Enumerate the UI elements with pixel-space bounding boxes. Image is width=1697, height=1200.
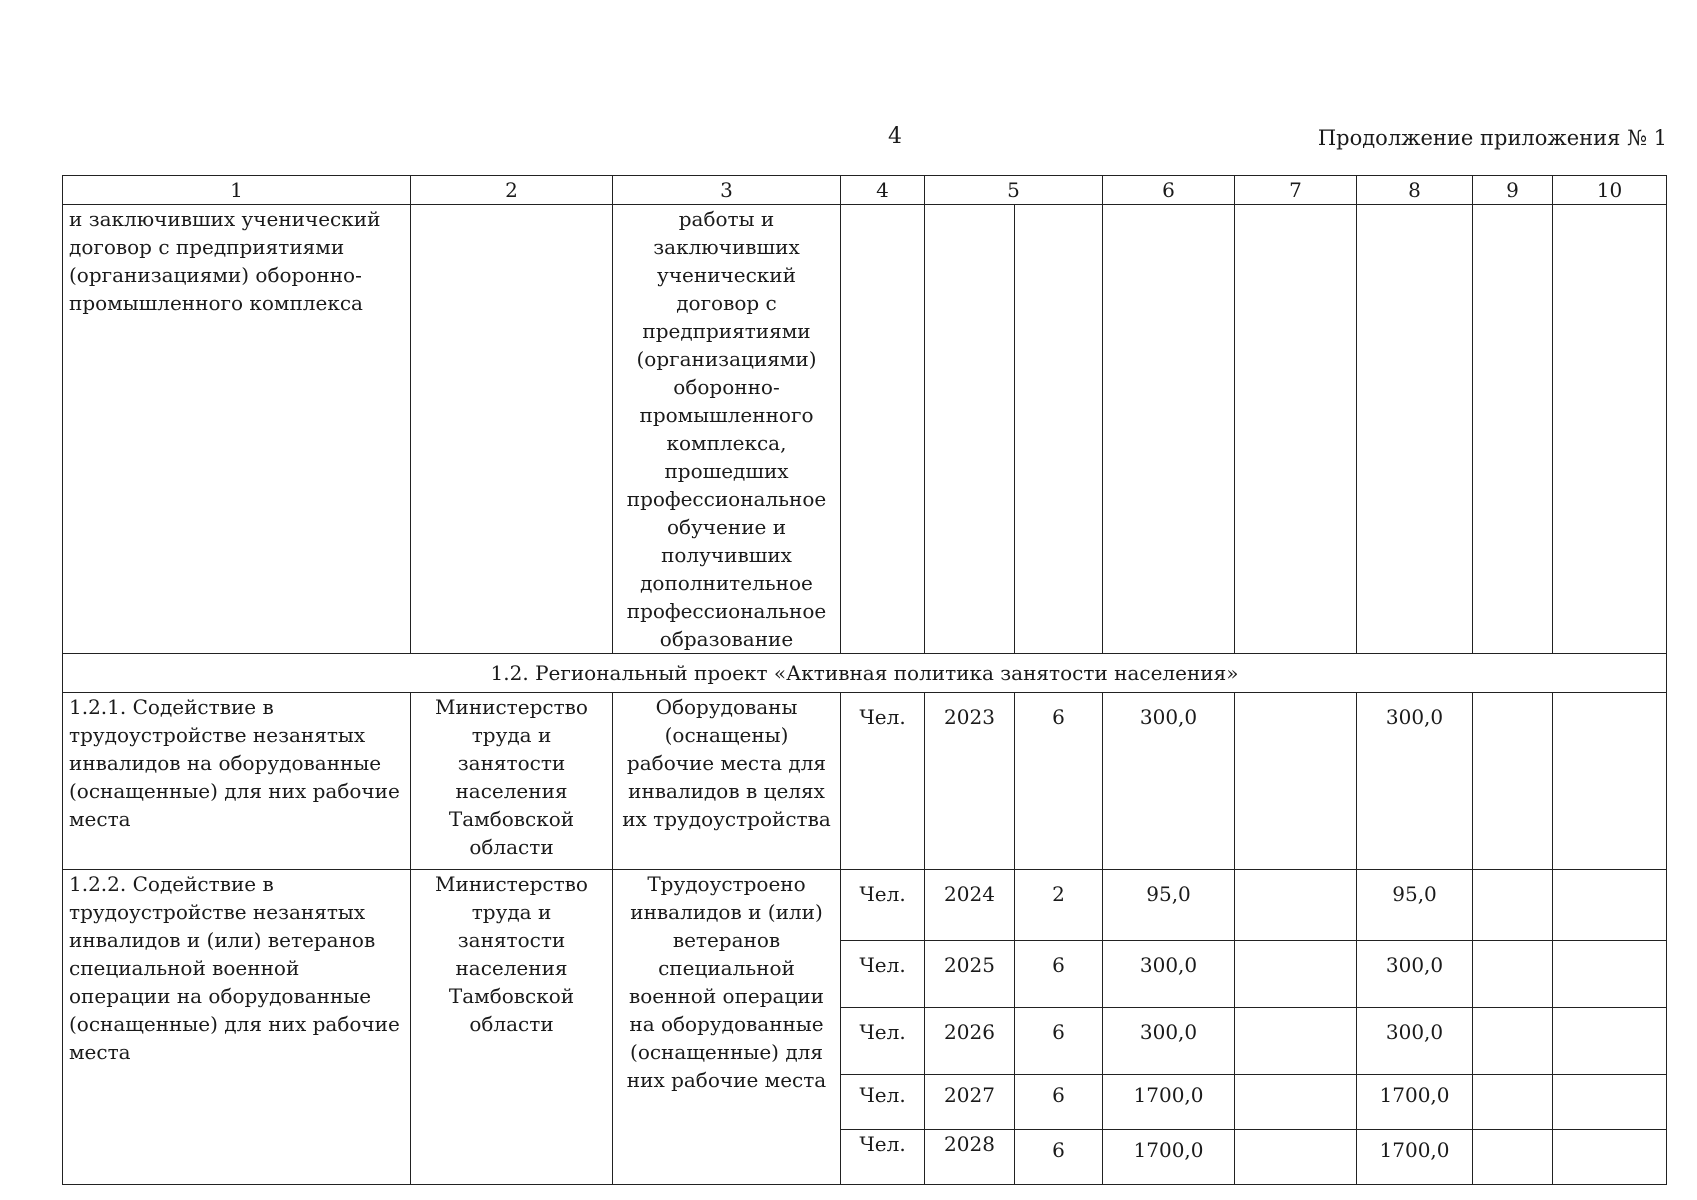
total-cell: 1700,0 <box>1103 1130 1235 1185</box>
col9-cell <box>1473 1075 1553 1130</box>
continued-cell-6 <box>1103 205 1235 654</box>
continued-measure-cell: и заключивших ученический договор с предприятиями (организациями) оборонно-промышленного комплекса <box>63 205 411 654</box>
continued-cell-9 <box>1473 205 1553 654</box>
col10-cell <box>1553 941 1667 1008</box>
measures-table <box>62 175 1667 1185</box>
col10-cell <box>1553 870 1667 941</box>
col9-cell <box>1473 1008 1553 1075</box>
continued-cell-7 <box>1235 205 1357 654</box>
header-cell-1: 1 <box>63 176 411 205</box>
total-cell: 300,0 <box>1103 693 1235 870</box>
col10-cell <box>1553 1075 1667 1130</box>
indicator-cell: Оборудованы (оснащены) рабочие места для инвалидов в целях их трудоустройства <box>613 693 841 870</box>
unit-cell: Чел. <box>841 693 925 870</box>
col7-cell <box>1235 693 1357 870</box>
year-cell: 2025 <box>925 941 1015 1008</box>
year-cell: 2027 <box>925 1075 1015 1130</box>
col8-cell: 1700,0 <box>1357 1075 1473 1130</box>
unit-cell: Чел. <box>841 941 925 1008</box>
total-cell: 300,0 <box>1103 1008 1235 1075</box>
unit-cell: Чел. <box>841 1008 925 1075</box>
total-cell: 300,0 <box>1103 941 1235 1008</box>
col7-cell <box>1235 1008 1357 1075</box>
col7-cell <box>1235 870 1357 941</box>
col7-cell <box>1235 941 1357 1008</box>
header-cell-3: 3 <box>613 176 841 205</box>
page-caption: Продолжение приложения № 1 <box>1317 126 1667 150</box>
year-cell: 2024 <box>925 870 1015 941</box>
executor-cell: Министерство труда и занятости населения Тамбовской области <box>411 693 613 870</box>
col9-cell <box>1473 870 1553 941</box>
value-cell: 6 <box>1015 1130 1103 1185</box>
page-number: 4 <box>888 124 902 149</box>
col10-cell <box>1553 1008 1667 1075</box>
continued-cell-8 <box>1357 205 1473 654</box>
continued-executor-cell <box>411 205 613 654</box>
continued-cell-5a <box>925 205 1015 654</box>
value-cell: 6 <box>1015 941 1103 1008</box>
table-row-1-2-1 <box>63 693 1667 870</box>
col8-cell: 95,0 <box>1357 870 1473 941</box>
header-cell-7: 7 <box>1235 176 1357 205</box>
total-cell: 95,0 <box>1103 870 1235 941</box>
unit-cell: Чел. <box>841 1075 925 1130</box>
value-cell: 6 <box>1015 1075 1103 1130</box>
total-cell: 1700,0 <box>1103 1075 1235 1130</box>
indicator-cell: Трудоустроено инвалидов и (или) ветеранов специальной военной операции на оборудованные (оснащенные) для них рабочие места <box>613 870 841 1185</box>
col9-cell <box>1473 693 1553 870</box>
header-cell-6: 6 <box>1103 176 1235 205</box>
value-cell: 6 <box>1015 1008 1103 1075</box>
table-header-row <box>63 176 1667 205</box>
year-cell: 2028 <box>925 1130 1015 1185</box>
col10-cell <box>1553 1130 1667 1185</box>
continued-cell-4 <box>841 205 925 654</box>
col8-cell: 300,0 <box>1357 693 1473 870</box>
header-cell-8: 8 <box>1357 176 1473 205</box>
continued-cell-10 <box>1553 205 1667 654</box>
unit-cell: Чел. <box>841 1130 925 1185</box>
col9-cell <box>1473 941 1553 1008</box>
header-cell-10: 10 <box>1553 176 1667 205</box>
continued-cell-5b <box>1015 205 1103 654</box>
header-cell-4: 4 <box>841 176 925 205</box>
header-cell-2: 2 <box>411 176 613 205</box>
col8-cell: 300,0 <box>1357 941 1473 1008</box>
section-title: 1.2. Региональный проект «Активная политика занятости населения» <box>63 654 1667 693</box>
measure-cell: 1.2.2. Содействие в трудоустройстве незанятых инвалидов и (или) ветеранов специальной военной операции на оборудованные (оснащенные) для них рабочие места <box>63 870 411 1185</box>
header-cell-5: 5 <box>925 176 1103 205</box>
table-row-1-2-2 <box>63 870 1667 941</box>
col8-cell: 1700,0 <box>1357 1130 1473 1185</box>
col7-cell <box>1235 1130 1357 1185</box>
measure-cell: 1.2.1. Содействие в трудоустройстве незанятых инвалидов на оборудованные (оснащенные) для них рабочие места <box>63 693 411 870</box>
unit-cell: Чел. <box>841 870 925 941</box>
col10-cell <box>1553 693 1667 870</box>
section-row <box>63 654 1667 693</box>
table-row-continued <box>63 205 1667 654</box>
col9-cell <box>1473 1130 1553 1185</box>
year-cell: 2026 <box>925 1008 1015 1075</box>
col7-cell <box>1235 1075 1357 1130</box>
header-cell-9: 9 <box>1473 176 1553 205</box>
executor-cell: Министерство труда и занятости населения Тамбовской области <box>411 870 613 1185</box>
continued-indicator-cell: работы и заключивших ученический договор с предприятиями (организациями) оборонно-промышленного комплекса, прошедших профессиональное обучение и получивших дополнительное профессиональное образование <box>613 205 841 654</box>
col8-cell: 300,0 <box>1357 1008 1473 1075</box>
value-cell: 6 <box>1015 693 1103 870</box>
year-cell: 2023 <box>925 693 1015 870</box>
value-cell: 2 <box>1015 870 1103 941</box>
